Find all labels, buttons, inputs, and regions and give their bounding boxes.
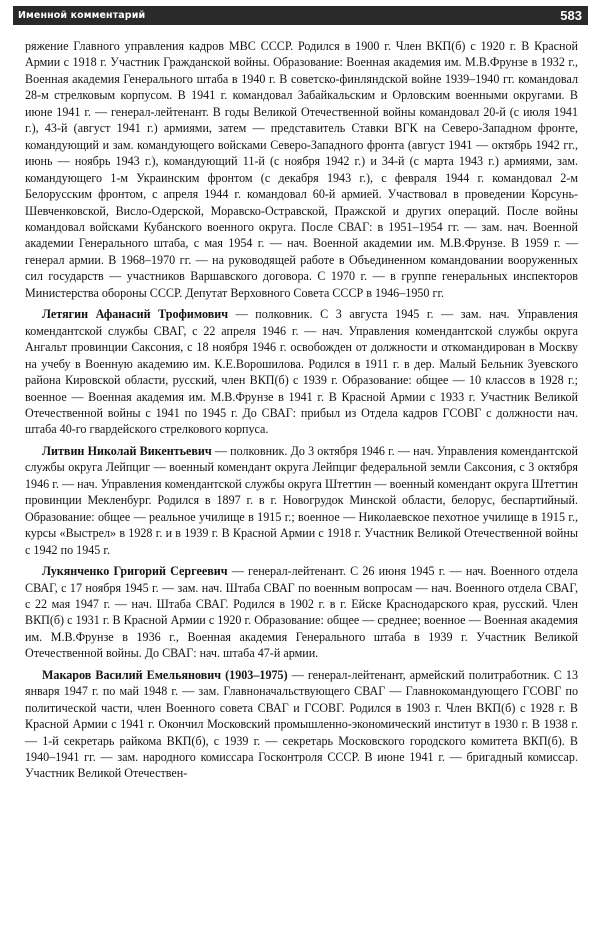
entry-text: — полковник. С 3 августа 1945 г. — зам. нач. Управления комендантской службы СВАГ, с 22 апреля 1946 г. — нач. Управления комендантской службы округа Ангальт провинции Саксония, с 18 ноября 1946 г. освобожден от должности и откомандирован в Москву на учебу в Военную академию им. К.Е.Ворошилова. Родился в 1911 г. в дер. Малый Бельник Зуевского района Кировской области, русский, член ВКП(б) с 1939 г. Образование: общее — 10 классов в 1928 г.; военное — Военная академия им. М.В.Фрунзе в 1941 г. В Красной Армии с 1933 г. Участник Великой Отечественной войны с 1941 по 1945 г. До СВАГ: прибыл из Отдела кадров ГСОВГ с должности нач. штаба 40-го гвардейского стрелкового корпуса. (25, 307, 578, 437)
entry-name: Лукянченко Григорий Сергеевич (42, 564, 228, 579)
entry-text: — полковник. До 3 октября 1946 г. — нач. Управления комендантской службы округа Лейпциг — военный комендант округа Лейпциг федеральной земли Саксония, с 3 октября 1946 г. — нач. Управления комендантской службы округа Штеттин — военный комендант округа Штеттин провинции Мекленбург. Родился в 1897 г. в г. Новогрудок Минской области, белорус, беспартийный. Образование: общее — реальное училище в 1915 г.; военное — Николаевское пехотное училище в 1915 г., курсы «Выстрел» в 1928 г. и в 1939 г. В Красной Армии с 1918 г. Участник Великой Отечественной войны с 1942 по 1945 г. (25, 443, 578, 557)
body-text (25, 38, 578, 782)
entry-letyagin (25, 306, 578, 438)
entry-makarov (25, 667, 578, 782)
entry-text: — генерал-лейтенант. С 26 июня 1945 г. — нач. Военного отдела СВАГ, с 17 ноября 1945 г. — зам. нач. Штаба СВАГ по военным вопросам — нач. Военного отдела СВАГ, с 22 мая 1947 г. — нач. Штаба СВАГ. Родился в 1902 г. в г. Ейске Краснодарского края, русский. Член ВКП(б) с 1931 г. В Красной Армии с 1920 г. Образование: общее — среднее; военное — Военная академия им. М.В.Фрунзе в 1936 г., Военная академия Генерального штаба в 1939 г. Участник Великой Отечественной войны. До СВАГ: нач. штаба 47-й армии. (25, 564, 578, 661)
entry-litvin (25, 443, 578, 558)
entry-text: ряжение Главного управления кадров МВС СССР. Родился в 1900 г. Член ВКП(б) с 1920 г. В Красной Армии с 1918 г. Участник Гражданской войны. Образование: Военная академия им. М.В.Фрунзе в 1932 г., Военная академия Генерального штаба в 1940 г. В советско-финляндской войне 1939–1940 гг. командовал 28-м стрелковым корпусом. В 1941 г. командовал Забайкальским и Орловским военными округами. В июне 1941 г. — генерал-лейтенант. В годы Великой Отечественной войны командовал 20-й (с июля 1941 г.), 43-й (август 1941 г.) армиями, затем — представитель Ставки ВГК на Северо-Западном фронте, командующий и зам. командующего войсками Северо-Западного фронта (август 1941 — октябрь 1942 гг., июнь — ноябрь 1943 г.), командующий 11-й (с ноября 1942 г.) и 34-й (с марта 1943 г.) армиями, зам. командующего 1-м Украинским фронтом (с декабря 1943 г.), с февраля 1944 г. командовал 2-м Белорусским фронтом, с апреля 1944 г. командовал 60-й армией. Участвовал в проведении Корсунь-Шевченковской, Висло-Одерской, Моравско-Остравской, Пражской и других операций. После войны командовал войсками Кубанского военного округа. После СВАГ: в 1951–1954 гг. — зам. нач. Военной академии Генерального штаба, с мая 1954 г. — нач. Военной академии им. М.В.Фрунзе. В 1959 г. — генерал армии. В 1968–1970 гг. — на руководящей работе в Объединенном командовании вооруженных сил государств — участников Варшавского договора. С 1970 г. — в группе генеральных инспекторов Министерства обороны СССР. Депутат Верховного Совета СССР в 1946–1950 гг. (25, 39, 578, 300)
entry-continuation (25, 38, 578, 301)
running-header (13, 6, 588, 25)
entry-name: Литвин Николай Викентьевич (42, 443, 212, 458)
header-title: Именной комментарий (18, 10, 146, 21)
entry-name: Макаров Василий Емельянович (1903–1975) (42, 667, 288, 682)
entry-lukyanchenko (25, 563, 578, 662)
entry-name: Летягин Афанасий Трофимович (42, 307, 229, 322)
page-number: 583 (560, 8, 582, 23)
entry-text: — генерал-лейтенант, армейский политработник. С 13 января 1947 г. по май 1948 г. — зам. Главноначальствующего СВАГ — Главнокомандующего ГСОВГ по политической части, член Военного совета СВАГ и ГСОВГ. Родился в 1903 г. Член ВКП(б) с 1928 г. В Красной Армии с 1941 г. Окончил Московский промышленно-экономический институт в 1930 г. В 1938 г. — 1-й секретарь райкома ВКП(б), с 1939 г. — секретарь Московского городского комитета ВКП(б). В 1940–1941 гг. — зам. народного комиссара Госконтроля СССР. В июне 1941 г. — бригадный комиссар. Участник Великой Отечествен- (25, 667, 578, 781)
